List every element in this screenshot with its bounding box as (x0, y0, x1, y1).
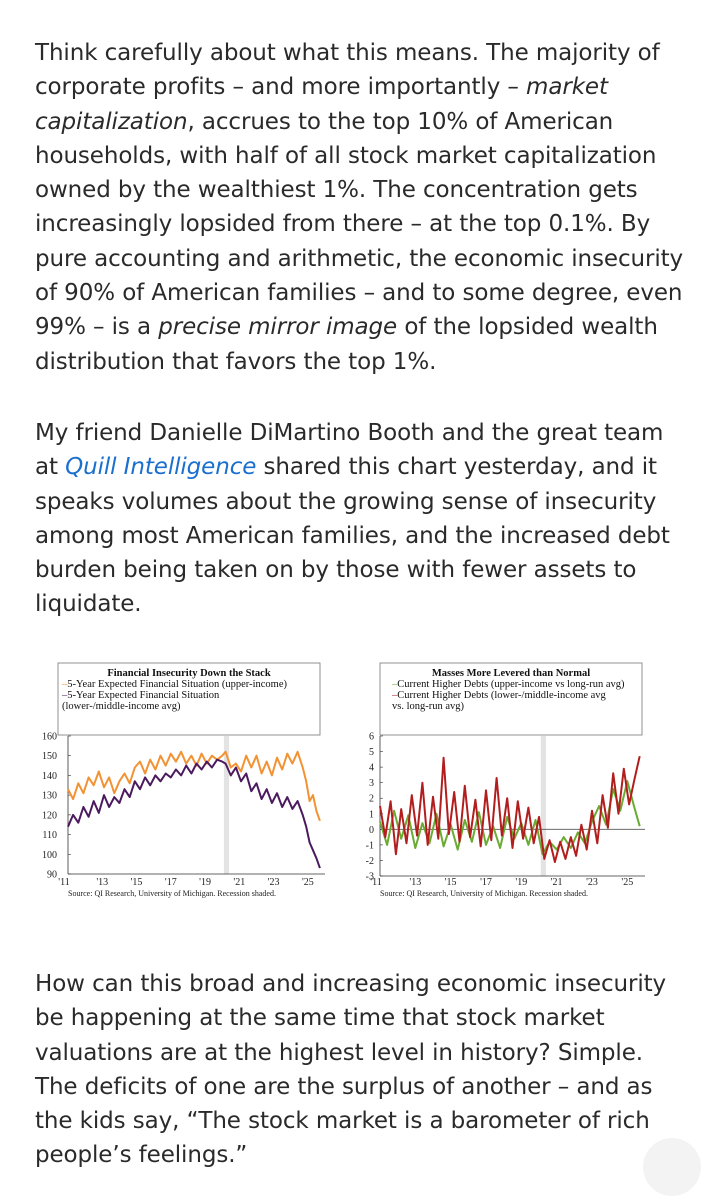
x-tick-label: '25 (301, 877, 314, 888)
p2-text-a: My friend Danielle DiMartino Booth and the great team at (35, 420, 664, 481)
x-tick-label: '21 (233, 877, 246, 888)
legend-entry (61, 690, 220, 701)
legend-swatch: – (392, 679, 398, 690)
legend-label: Current Higher Debts (lower-/middle-income avg (397, 690, 606, 701)
x-tick-label: '19 (199, 877, 211, 888)
x-tick-label: '11 (58, 877, 70, 888)
paragraph-3: How can this broad and increasing economic insecurity be happening at the same time that stock market valuations are at the highest level in history? Simple. The deficits of one are the surplus of another – and as the kids say, “The stock market is a barometer of rich people’s feelings.” (35, 971, 667, 1169)
x-tick-label: '13 (96, 877, 109, 888)
y-tick-label: 100 (42, 849, 57, 861)
legend-entry: (lower-/middle-income avg) (62, 701, 181, 712)
chart-source: Source: QI Research, University of Michigan. Recession shaded. (380, 889, 588, 898)
series-line-lower-middle-income (68, 760, 320, 868)
x-tick-label: '15 (130, 877, 143, 888)
chart-right (366, 663, 645, 898)
series-line-lower-middle-income (380, 756, 640, 862)
y-tick-label: 90 (47, 869, 57, 881)
y-tick-label: 5 (369, 747, 374, 759)
paragraph-1 (35, 36, 685, 379)
legend-swatch: – (62, 690, 68, 701)
y-tick-label: 0 (369, 824, 374, 836)
y-tick-label: 120 (42, 810, 57, 822)
quill-intelligence-link[interactable]: Quill Intelligence (65, 454, 257, 481)
legend-label: 5-Year Expected Financial Situation (67, 690, 220, 701)
legend-swatch: – (392, 690, 398, 701)
chart-title: Masses More Levered than Normal (431, 668, 591, 679)
legend-entry (61, 679, 287, 690)
chart-title: Financial Insecurity Down the Stack (107, 668, 271, 679)
x-tick-label: '25 (621, 877, 634, 888)
x-tick-label: '23 (267, 877, 280, 888)
x-tick-label: '17 (164, 877, 177, 888)
legend-entry (391, 690, 607, 701)
p2-text-b: shared this chart yesterday, and it speaks volumes about the growing sense of insecurity among most American families, and the increased debt burden being taken on by those with fewer assets to liquidate. (35, 454, 670, 618)
y-tick-label: 4 (369, 762, 374, 774)
y-tick-label: 110 (42, 830, 57, 842)
p1-text-a: Think carefully about what this means. The majority of corporate profits – and more importantly – (35, 40, 660, 101)
y-tick-label: -1 (365, 840, 374, 852)
x-tick-label: '11 (370, 877, 382, 888)
x-tick-label: '17 (480, 877, 492, 888)
y-tick-label: 140 (42, 770, 57, 782)
chart-figure (0, 640, 707, 920)
legend-swatch: – (62, 679, 68, 690)
chart-left (42, 663, 325, 898)
y-tick-label: -2 (365, 855, 374, 867)
p1-text-c: , accrues to the top 10% of American households, with half of all stock market capitalization owned by the wealthiest 1%. The concentration gets increasingly lopsided from there – at the top 0.1%. By pure accounting and arithmetic, the economic insecurity of 90% of American families – and to some degree, even 99% – is a (35, 108, 684, 341)
floating-action-bubble[interactable] (643, 1138, 701, 1196)
legend-label: Current Higher Debts (upper-income vs long-run avg) (397, 679, 625, 690)
p1-text-e: of the lopsided wealth distribution that favors the top 1%. (35, 314, 658, 375)
y-tick-label: -3 (365, 871, 374, 883)
p1-emphasis-market-cap: market capitalization (35, 74, 608, 135)
y-tick-label: 6 (369, 731, 374, 743)
series-line-upper-income (68, 752, 320, 821)
legend-entry (391, 679, 625, 690)
legend-label: 5-Year Expected Financial Situation (upper-income) (67, 679, 287, 690)
y-tick-label: 3 (369, 778, 374, 790)
legend-entry: vs. long-run avg) (392, 701, 465, 712)
y-tick-label: 130 (42, 790, 57, 802)
y-tick-label: 150 (42, 751, 57, 763)
chart-figure-svg (0, 640, 707, 920)
y-tick-label: 2 (369, 793, 374, 805)
x-tick-label: '13 (409, 877, 422, 888)
y-tick-label: 1 (369, 809, 374, 821)
paragraph-2 (35, 416, 685, 622)
x-tick-label: '15 (444, 877, 457, 888)
x-tick-label: '19 (515, 877, 528, 888)
chart-source: Source: QI Research, University of Michigan. Recession shaded. (68, 889, 276, 898)
y-tick-label: 160 (42, 731, 57, 743)
x-tick-label: '21 (550, 877, 563, 888)
p1-emphasis-mirror-image: precise mirror image (158, 314, 398, 341)
x-tick-label: '23 (586, 877, 598, 888)
